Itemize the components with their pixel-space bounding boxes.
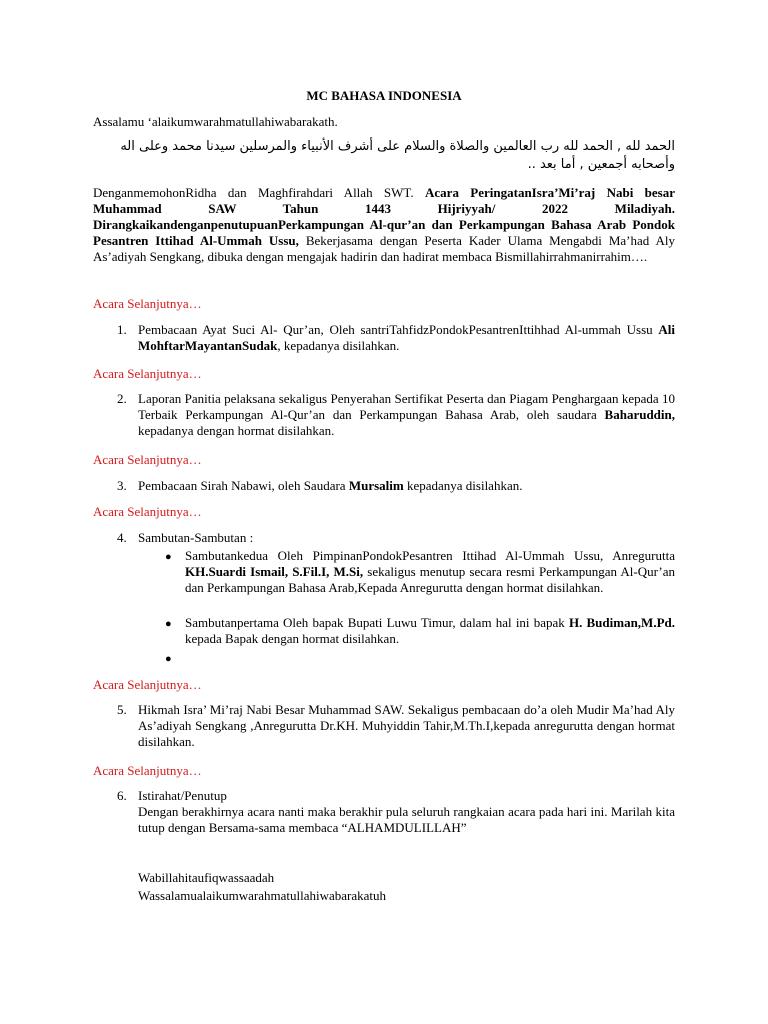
item-2-text-end: kepadanya dengan hormat disilahkan. <box>138 423 335 438</box>
item-number-3: 3. <box>117 478 127 493</box>
next-label-1: Acara Selanjutnya… <box>93 296 202 311</box>
greeting: Assalamu ‘alaikumwarahmatullahiwabarakath. <box>93 114 338 129</box>
item-number-6: 6. <box>117 788 127 803</box>
intro-text-1: DenganmemohonRidha dan Maghfirahdari Allah SWT. <box>93 185 426 200</box>
document-title: MC BAHASA INDONESIA <box>306 88 462 103</box>
item-number-4: 4. <box>117 530 127 545</box>
item-3-bold: Mursalim <box>348 478 404 493</box>
sub-item-1-bold: KH.Suardi Ismail, S.Fil.I, M.Si, <box>185 564 364 579</box>
item-1-bold: Ali MohftarMayantanSudak <box>138 322 675 353</box>
sub-item-1-text: Sambutankedua Oleh PimpinanPondokPesantren Ittihad Al-Ummah Ussu, Anregurutta <box>185 548 675 563</box>
item-2-text: Laporan Panitia pelaksana sekaligus Penyerahan Sertifikat Peserta dan Piagam Penghargaan kepada 10 Terbaik Perkampungan Al-Qur’an dan Perkampungan Bahasa Arab, oleh saudara <box>138 391 675 422</box>
sub-item-2-text-end: kepada Bapak dengan hormat disilahkan. <box>185 631 400 646</box>
item-4: Sambutan-Sambutan : <box>138 530 254 545</box>
next-label-6: Acara Selanjutnya… <box>93 763 202 778</box>
bullet-icon: ● <box>165 551 172 563</box>
item-3 <box>138 478 675 494</box>
sub-item-2-text: Sambutanpertama Oleh bapak Bupati Luwu Timur, dalam hal ini bapak <box>185 615 569 630</box>
intro-bold: Acara PeringatanIsra’Mi’raj Nabi besar Muhammad SAW Tahun 1443 Hijriyyah/ 2022 Miladiyah. DirangkaikandenganpenutupuanPerkampungan Al-qur’an dan Perkampungan Bahasa Arab Pondok Pesantren Ittihad Al-Ummah Ussu, <box>93 185 675 248</box>
item-3-text: Pembacaan Sirah Nabawi, oleh Saudara <box>138 478 349 493</box>
intro-text-2: Bekerjasama dengan Peserta Kader Ulama Mengabdi Ma’had Aly As’adiyah Sengkang, dibuka dengan mengajak hadirin dan hadirat membaca Bismillahirrahmanirrahim…. <box>93 233 675 264</box>
item-6-body: Dengan berakhirnya acara nanti maka berakhir pula seluruh rangkaian acara pada hari ini. Marilah kita tutup dengan Bersama-sama membaca “ALHAMDULILLAH” <box>138 804 675 835</box>
sub-item-1-text-end: sekaligus menutup secara resmi Perkampungan Al-Qur’an dan Perkampungan Bahasa Arab,Kepada Anregurutta dengan hormat disilahkan. <box>185 564 675 595</box>
arabic-opening: الحمد لله , الحمد لله رب العالمين والصلاة والسلام على أشرف الأنبياء والمرسلين سيدنا محمد وعلى اله وأصحابه أجمعين , أما بعد .. <box>120 139 675 172</box>
item-6-heading: Istirahat/Penutup <box>138 788 227 803</box>
closing-line-2: Wassalamualaikumwarahmatullahiwabarakatuh <box>138 888 387 903</box>
bullet-icon: ● <box>165 653 172 665</box>
next-label-2: Acara Selanjutnya… <box>93 366 202 381</box>
item-number-2: 2. <box>117 391 127 406</box>
sub-item-2 <box>185 615 675 647</box>
closing-line-1: Wabillahitaufiqwassaadah <box>138 870 275 885</box>
next-label-3: Acara Selanjutnya… <box>93 452 202 467</box>
item-2 <box>138 391 675 439</box>
sub-item-2-bold: H. Budiman,M.Pd. <box>568 615 675 630</box>
item-1-text-end: , kepadanya disilahkan. <box>277 338 400 353</box>
item-1-text: Pembacaan Ayat Suci Al- Qur’an, Oleh santriTahfidzPondokPesantrenIttihhad Al-ummah Ussu <box>138 322 659 337</box>
bullet-icon: ● <box>165 618 172 630</box>
next-label-5: Acara Selanjutnya… <box>93 677 202 692</box>
intro-paragraph <box>93 185 675 265</box>
item-3-text-end: kepadanya disilahkan. <box>403 478 523 493</box>
sub-item-1 <box>185 548 675 596</box>
next-label-4: Acara Selanjutnya… <box>93 504 202 519</box>
item-2-bold: Baharuddin, <box>604 407 675 422</box>
item-number-5: 5. <box>117 702 127 717</box>
item-1 <box>138 322 675 354</box>
item-5: Hikmah Isra’ Mi’raj Nabi Besar Muhammad SAW. Sekaligus pembacaan do’a oleh Mudir Ma’had Aly As’adiyah Sengkang ,Anregurutta Dr.KH. Muhyiddin Tahir,M.Th.I,kepada anregurutta dengan hormat disilahkan. <box>138 702 675 749</box>
item-number-1: 1. <box>117 322 127 337</box>
